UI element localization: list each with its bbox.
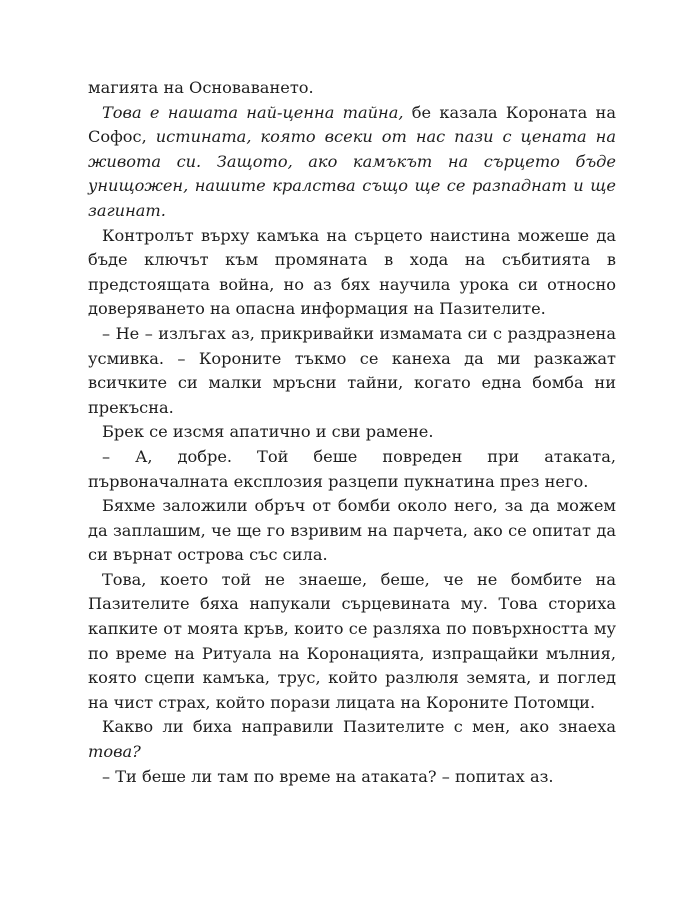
book-page <box>88 76 616 789</box>
paragraph-6: – А, добре. Той беше повреден при атаката, първоначалната експлозия разцепи пукнатина през него. <box>88 446 616 491</box>
paragraph-9: Какво ли биха направили Пазителите с мен, ако знаеха това? <box>88 717 616 762</box>
paragraph-2: Това е нашата най-ценна тайна, бе казала Короната на Софос, истината, която всеки от нас пази с цената на живота си. Защото, ако камъкът на сърцето бъде унищожен, нашите кралства също ще се разпаднат и ще загинат. <box>88 102 616 220</box>
paragraph-7: Бяхме заложили обръч от бомби около него, за да можем да заплашим, че ще го взривим на парчета, ако се опитат да си върнат острова със сила. <box>88 496 616 565</box>
paragraph-3: Контролът върху камъка на сърцето наистина можеше да бъде ключът към промяната в хода на събитията в предстоящата война, но аз бях научила урока си относно доверяването на опасна информация на Пазителите. <box>88 225 616 319</box>
paragraph-5: Брек се изсмя апатично и сви рамене. <box>102 422 434 442</box>
paragraph-1: магията на Основаването. <box>88 78 314 97</box>
paragraph-8: Това, което той не знаеше, беше, че не бомбите на Пазителите бяха напукали сърцевината му. Това сториха капките от моята кръв, които се разляха по повърхността му по време на Ритуала на Коронацията, изпращайки мълния, която сцепи камъка, трус, който разлюля земята, и поглед на чист страх, който порази лицата на Короните Потомци. <box>88 569 616 712</box>
italic-word: това? <box>88 742 141 762</box>
paragraph-10: – Ти беше ли там по време на атаката? – попитах аз. <box>102 766 554 786</box>
paragraph-4: – Не – излъгах аз, прикривайки измамата си с раздразнена усмивка. – Короните тъкмо се канеха да ми разкажат всичките си малки мръсни тайни, когато една бомба ни прекъсна. <box>88 323 616 417</box>
italic-quote: истината, която всеки от нас пази с цената на живота си. Защото, ако камъкът на сърцето бъде унищожен, нашите кралства също ще се разпаднат и ще загинат. <box>88 127 616 220</box>
italic-quote: Това е нашата най-ценна тайна, <box>102 102 404 122</box>
